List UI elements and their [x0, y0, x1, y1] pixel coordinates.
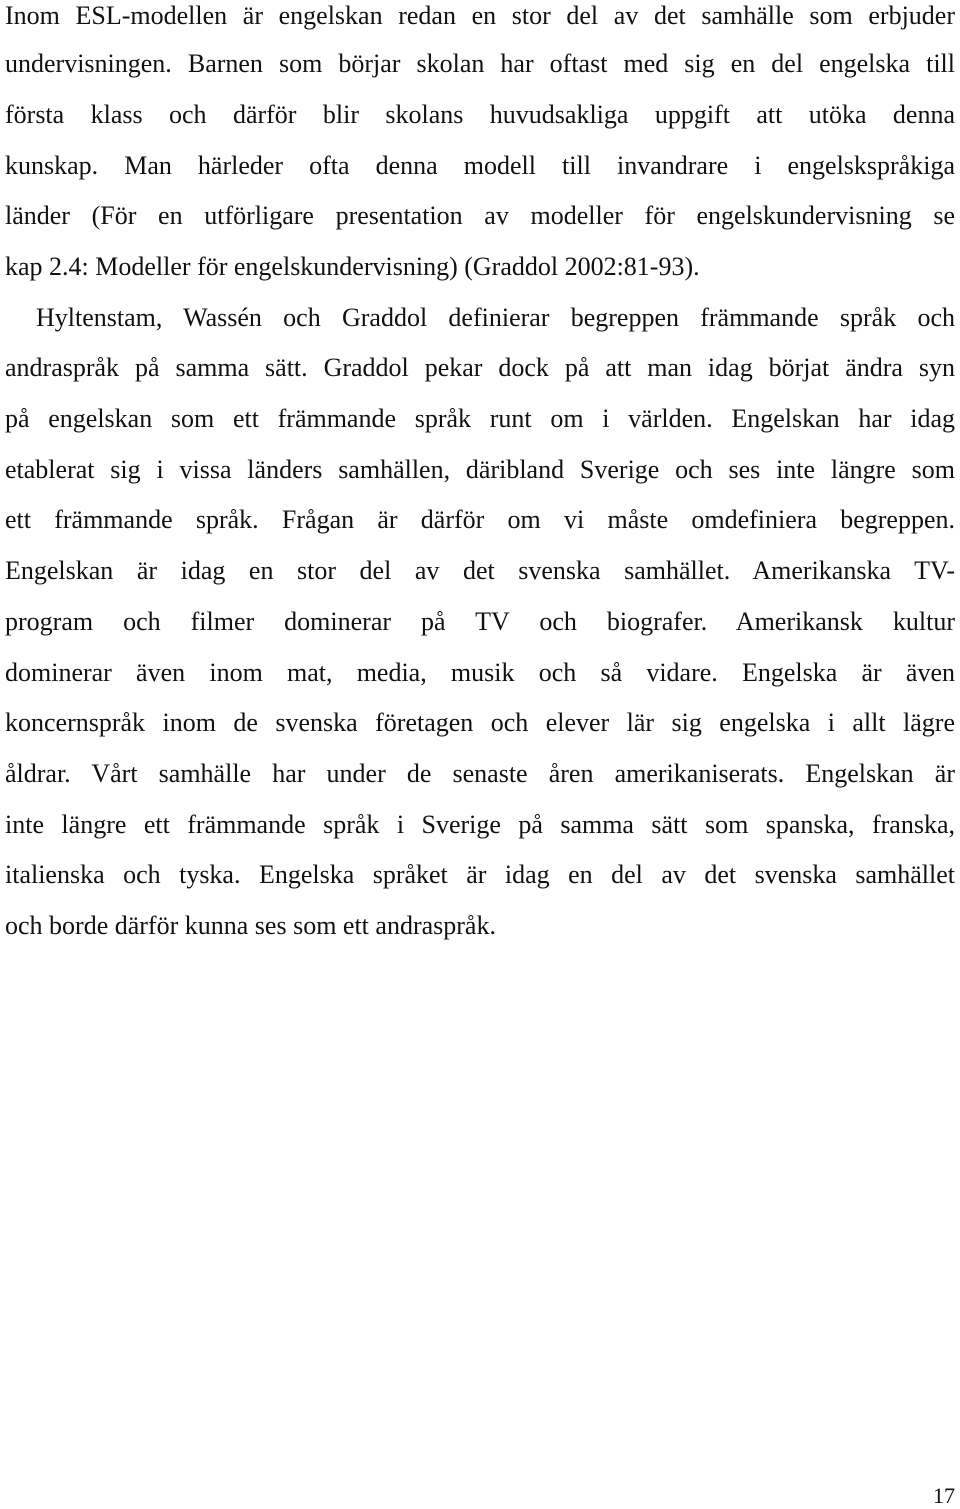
text-line-12: Engelskan är idag en stor del av det svenska samhället. Amerikanska TV- [5, 556, 955, 585]
text-line-2: undervisningen. Barnen som börjar skolan har oftast med sig en del engelska till [5, 49, 955, 78]
text-line-17: inte längre ett främmande språk i Sverige på samma sätt som spanska, franska, [5, 810, 955, 839]
text-line-19: och borde därför kunna ses som ett andraspråk. [5, 911, 496, 940]
text-line-9: på engelskan som ett främmande språk runt om i världen. Engelskan har idag [5, 404, 955, 433]
text-line-15: koncernspråk inom de svenska företagen och elever lär sig engelska i allt lägre [5, 708, 955, 737]
text-line-10: etablerat sig i vissa länders samhällen, däribland Sverige och ses inte längre som [5, 455, 955, 484]
text-line-5: länder (För en utförligare presentation av modeller för engelskundervisning se [5, 201, 955, 230]
text-line-13: program och filmer dominerar på TV och biografer. Amerikansk kultur [5, 607, 955, 636]
text-line-8: andraspråk på samma sätt. Graddol pekar dock på att man idag börjat ändra syn [5, 353, 955, 382]
page-number: 17 [933, 1483, 955, 1508]
text-line-18: italienska och tyska. Engelska språket är idag en del av det svenska samhället [5, 860, 955, 889]
text-line-14: dominerar även inom mat, media, musik och så vidare. Engelska är även [5, 658, 955, 687]
text-line-16: åldrar. Vårt samhälle har under de senaste åren amerikaniserats. Engelskan är [5, 759, 955, 788]
text-line-4: kunskap. Man härleder ofta denna modell till invandrare i engelskspråkiga [5, 151, 955, 180]
text-line-11: ett främmande språk. Frågan är därför om vi måste omdefiniera begreppen. [5, 505, 955, 534]
text-line-3: första klass och därför blir skolans huvudsakliga uppgift att utöka denna [5, 100, 955, 129]
text-line-7: Hyltenstam, Wassén och Graddol definierar begreppen främmande språk och [36, 303, 955, 332]
text-line-6: kap 2.4: Modeller för engelskundervisning) (Graddol 2002:81-93). [5, 252, 700, 281]
text-line-1: Inom ESL-modellen är engelskan redan en stor del av det samhälle som erbjuder [5, 1, 955, 30]
